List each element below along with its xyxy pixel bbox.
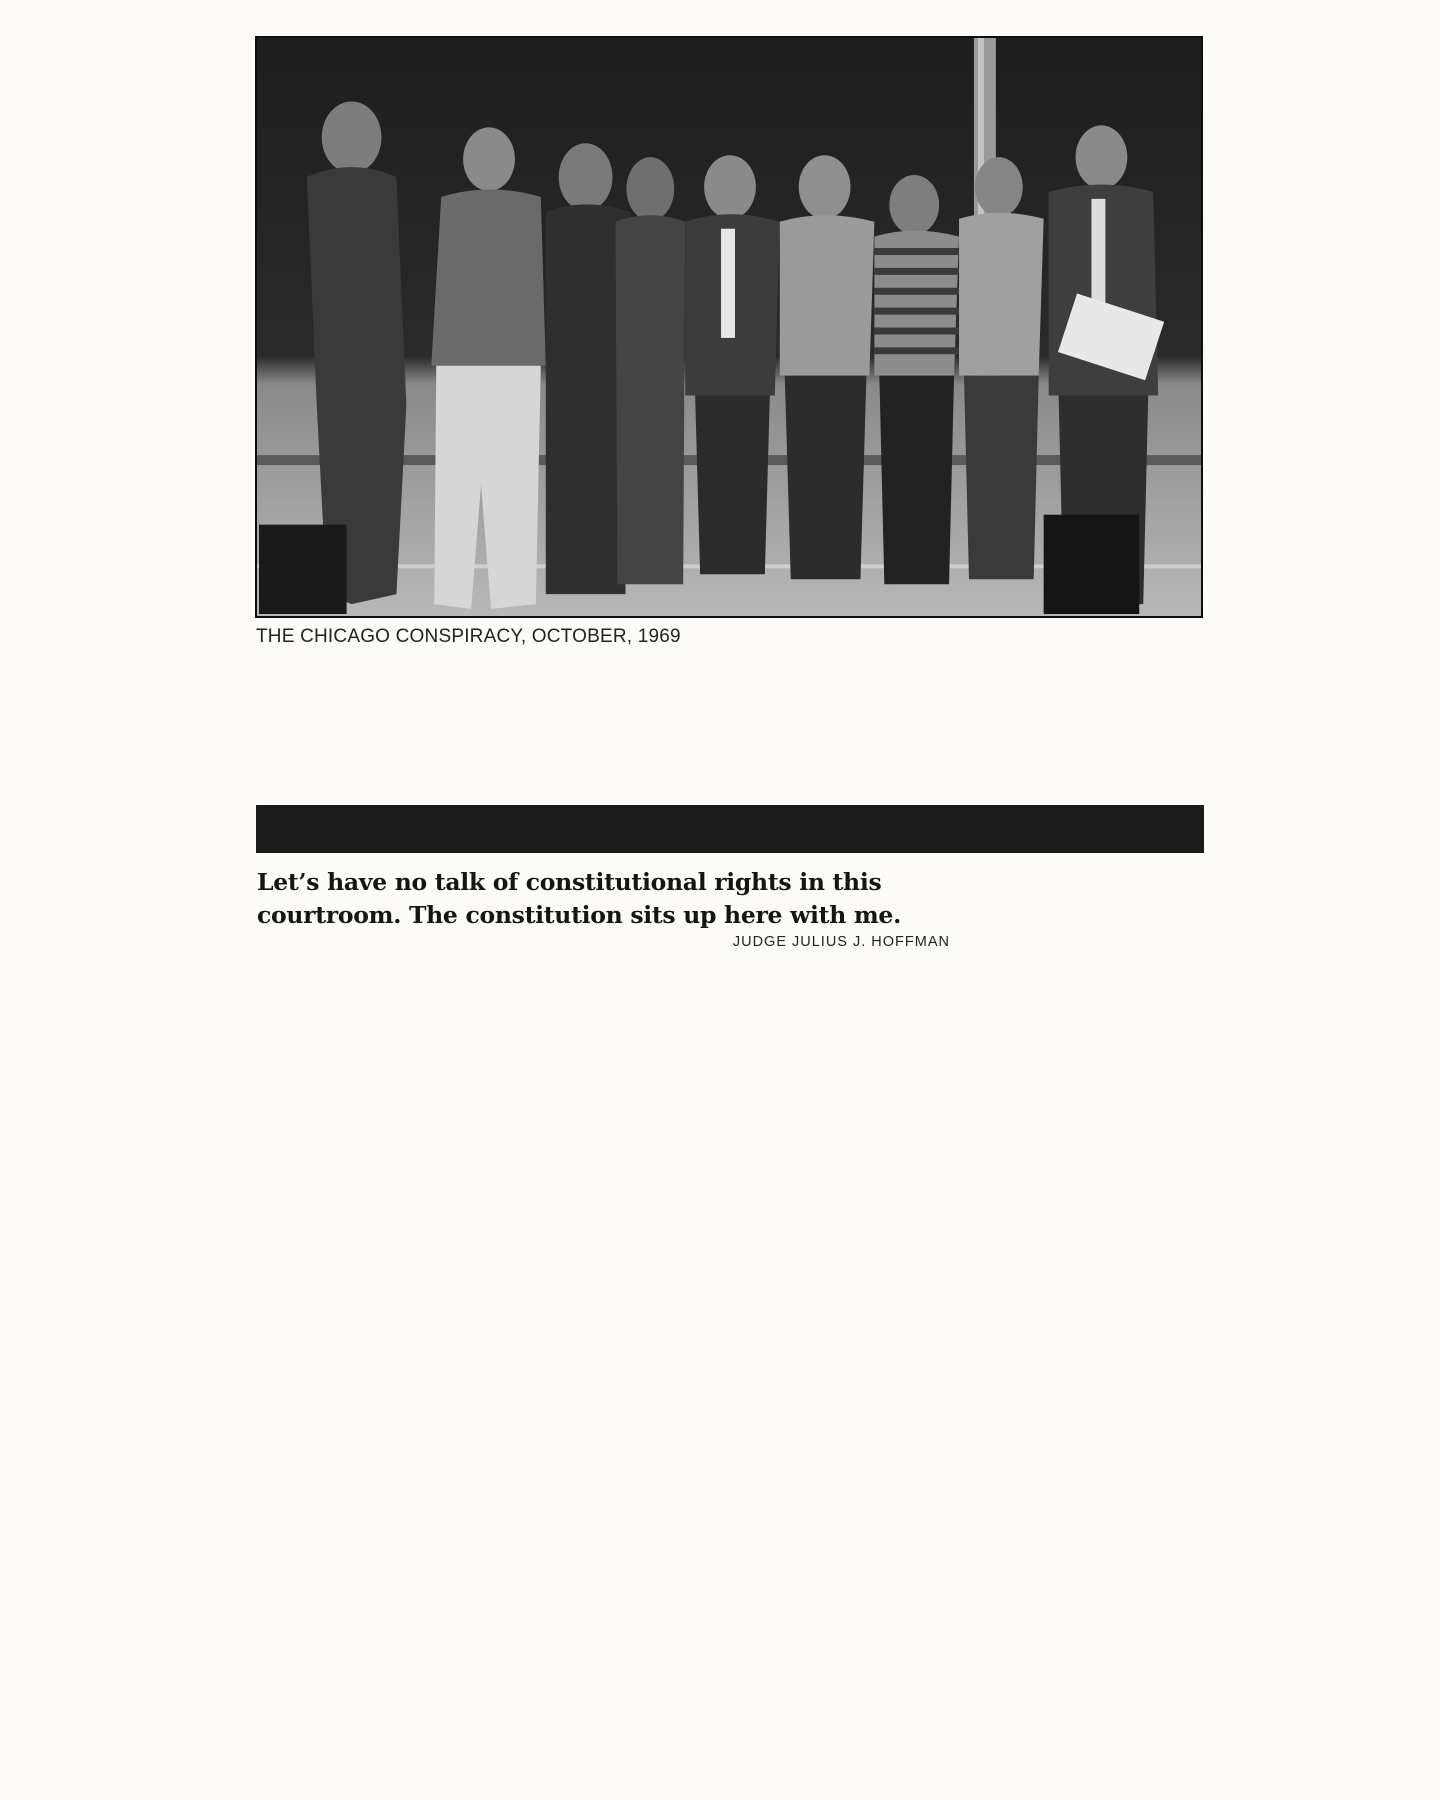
group-photograph-illustration <box>257 38 1201 616</box>
figure-8 <box>959 157 1044 579</box>
figure-2 <box>431 127 546 609</box>
quote-block <box>257 866 957 950</box>
quote-text: Let’s have no talk of constitutional rights in this courtroom. The constitution sits up here with me. <box>257 868 901 929</box>
photo-caption: THE CHICAGO CONSPIRACY, OCTOBER, 1969 <box>256 626 681 647</box>
group-photograph <box>255 36 1203 618</box>
figure-7 <box>874 175 959 584</box>
figure-4 <box>615 157 685 584</box>
black-divider-bar <box>256 805 1204 853</box>
quote-attribution: JUDGE JULIUS J. HOFFMAN <box>732 934 950 950</box>
figure-6 <box>780 155 875 579</box>
